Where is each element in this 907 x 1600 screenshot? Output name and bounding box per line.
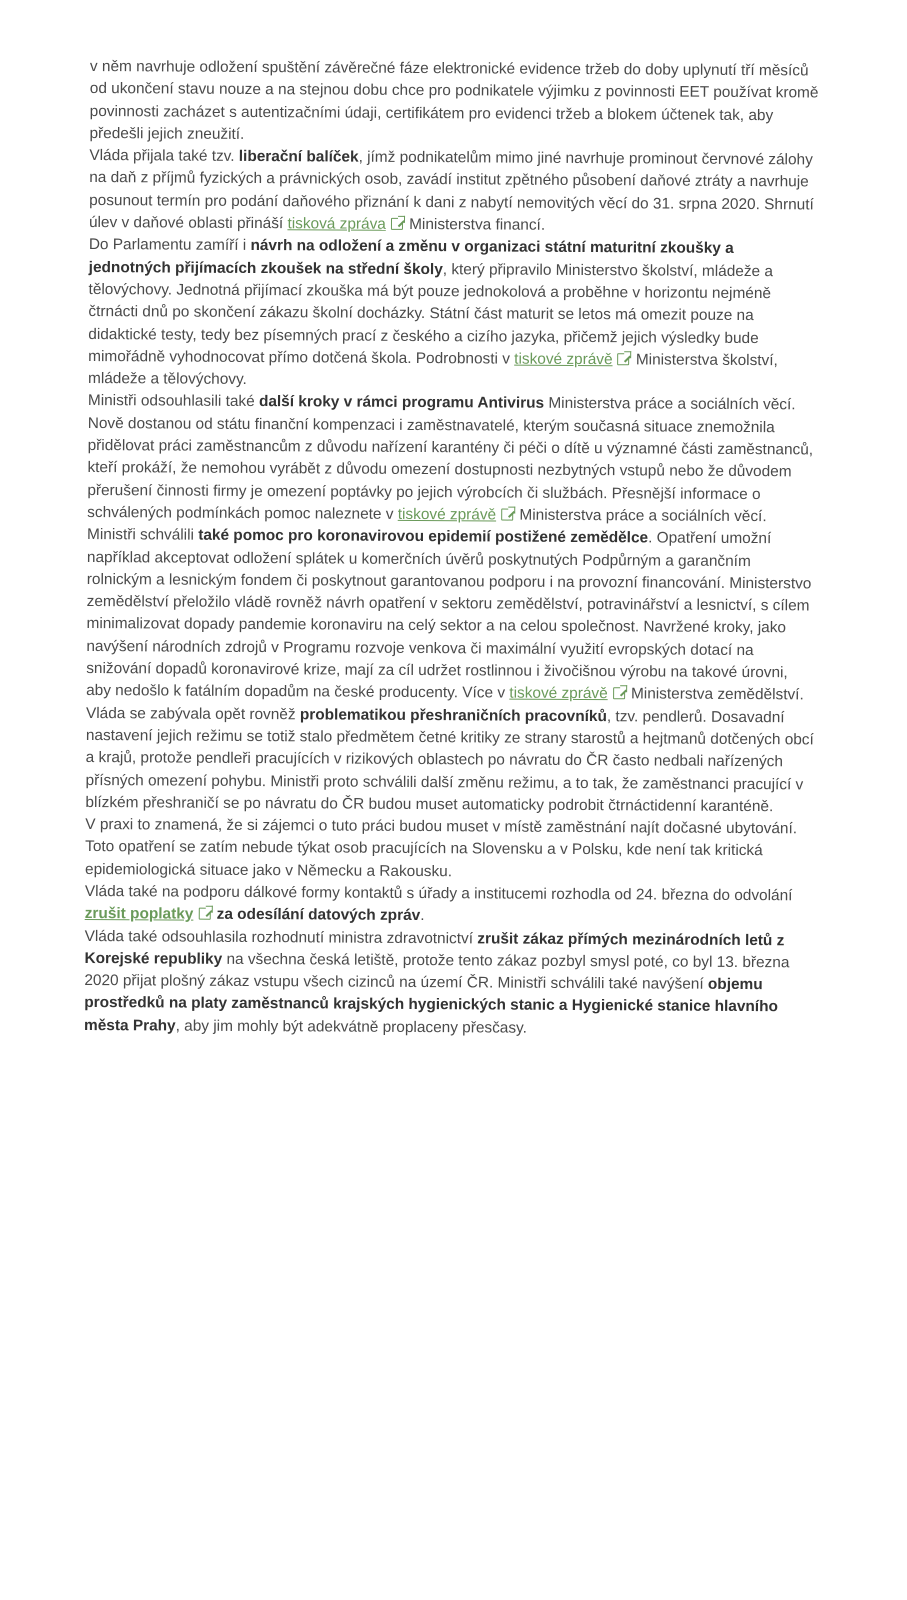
paragraph-farmers	[86, 524, 817, 707]
paragraph-text: Ministerstva školství, mládeže a tělovýchovy.	[87, 351, 778, 389]
paragraph-text: Ministerstva práce a sociálních věcí.	[519, 506, 767, 526]
paragraph-accommodation	[85, 814, 815, 885]
paragraph-text: Vláda také odsouhlasila rozhodnutí ministra zdravotnictví	[84, 927, 478, 947]
paragraph-text: , který připravilo Ministerstvo školství, mládeže a tělovýchovy. Jednotná přijímací zkouška má být pouze jednokolová a proběhne v horizontu nejméně čtrnácti dnů po skončení zákazu školní docházky. Státní část maturit se letos má omezit pouze na didaktické testy, tedy bez písemných prací z českého a cizího jazyka, přičemž jejich výsledky bude mimořádně vyhodnocovat přímo dotčená škola. Podrobnosti v	[88, 260, 773, 368]
paragraph-text: na všechna česká letiště, protože tento zákaz pozbyl smysl poté, co byl 13. března 2020 přijat plošný zákaz vstupu všech cizinců na území ČR. Ministři schválili také navýšení	[84, 950, 790, 993]
press-release-link-education[interactable]: tiskové zprávě	[514, 350, 613, 369]
paragraph-text: Vláda přijala také tzv.	[89, 147, 239, 166]
external-link-icon[interactable]	[391, 218, 403, 230]
paragraph-text: , aby jim mohly být adekvátně proplaceny přesčasy.	[175, 1017, 527, 1037]
press-release-link-finance[interactable]: tisková zpráva	[287, 215, 386, 233]
paragraph-text: Ministerstva zemědělství.	[630, 685, 804, 704]
paragraph-text: Ministerstva financí.	[409, 216, 546, 234]
paragraph-text: Ministerstva práce a sociálních věcí. Nově dostanou od státu finanční kompenzaci i zaměstnavatelé, kterým současná situace znemožnila přidělovat práci zaměstnancům z důvodu nařízení karantény či péči o dítě u významné části zaměstnanců, kteří prokáží, že nemohou vyrábět z důvodu omezení dostupnosti nezbytných vstupů nebo že důvodem přerušení činnosti firmy je omezení poptávky po jejich výrobcích či službách. Přesnější informace o schválených podmínkách pomoc naleznete v	[87, 395, 814, 523]
press-release-link-labour[interactable]: tiskové zprávě	[397, 505, 497, 524]
article-body	[84, 56, 820, 1042]
external-link-icon[interactable]	[613, 688, 625, 700]
paragraph-text: Vláda se zabývala opět rovněž	[85, 704, 300, 723]
paragraph-liberation-package	[89, 145, 820, 239]
bold-phrase: návrh na odložení a změnu v organizaci státní maturitní zkoušky a jednotných přijímacích zkoušek na střední školy	[88, 237, 734, 278]
paragraph-text: Ministři schválili	[87, 526, 199, 544]
paragraph-text: v něm navrhuje odložení spuštění závěrečné fáze elektronické evidence tržeb do doby uplynutí tří měsíců od ukončení stavu nouze a na stejnou dobu chce pro podnikatele výjimku z povinnosti EET používat kromě povinnosti zacházet s autentizačními údaji, certifikátem pro evidenci tržeb a blokem účtenek tak, aby předešli jejich zneužití.	[89, 57, 819, 143]
bold-phrase: další kroky v rámci programu Antivirus	[258, 393, 545, 413]
external-link-icon[interactable]	[501, 508, 513, 520]
bold-phrase: také pomoc pro koronavirovou epidemií postižené zemědělce	[198, 526, 649, 547]
paragraph-text: , jímž podnikatelům mimo jiné navrhuje prominout červnové zálohy na daň z příjmů fyzických a právnických osob, zavádí institut zpětného působení daňové ztráty a navrhuje posunout termín pro podání daňového přiznání k dani z nabytí nemovitých věcí do 31. srpna 2020. Shrnutí úlev v daňové oblasti přináší	[88, 148, 814, 233]
paragraph-text: , tzv. pendlerů. Dosavadní nastavení jejich režimu se totiž stalo předmětem četné kritiky ze strany starostů a hejtmanů dotčených obcí a krajů, protože pendleři pracujících v rizikových oblastech po návratu do ČR často nedbali nařízených přísných omezení pohybu. Ministři proto schválili další změnu režimu, a to tak, že zaměstnanci pracující v blízkém přeshraničí se po návratu do ČR budou muset automaticky podrobit čtrnáctidenní karanténě.	[85, 707, 814, 815]
bold-phrase: problematikou přeshraničních pracovníků	[299, 705, 607, 725]
paragraph-antivirus	[87, 390, 818, 528]
bold-phrase: zrušit zákaz přímých mezinárodních letů z Korejské republiky	[84, 929, 785, 968]
paragraph-text: V praxi to znamená, že si zájemci o tuto práci budou muset v místě zaměstnání najít dočasné ubytování. Toto opatření se zatím nebude týkat osob pracujících na Slovensku a v Polsku, kde není tak kritická epidemiologická situace jako v Německu a Rakousku.	[84, 816, 798, 880]
paragraph-maturita	[88, 234, 819, 395]
bold-phrase: za odesílání datových zpráv	[216, 906, 421, 925]
paragraph-eet	[89, 56, 820, 150]
scan-fade-overlay	[690, 1028, 790, 1098]
bold-phrase: objemu prostředků na platy zaměstnanců krajských hygienických stanic a Hygienické stanice hlavního města Prahy	[84, 975, 778, 1035]
external-link-icon[interactable]	[198, 908, 210, 920]
external-link-icon[interactable]	[618, 353, 630, 365]
paragraph-commuters	[85, 703, 816, 819]
paragraph-text: . Opatření umožní například akceptovat odložení splátek u komerčních úvěrů poskytnutých Podpůrným a garančním rolnickým a lesnickým fondem či poskytnout garantovanou podporu i na provozní financování. Ministerstvo zemědělství přeložilo vládě rovněž návrh opatření v sektoru zemědělství, potravinářství a lesnictví, s cílem minimalizovat dopady pandemie koronaviru na celý sektor a na celou společnost. Navržené kroky, jako navýšení národních zdrojů v Programu rozvoje venkova či maximální využití evropských dotací na snižování dopadů koronavirové krize, mají za cíl udržet rostlinnou i živočišnou výrobu na takové úrovni, aby nedošlo k fatálním dopadům na české producenty. Více v	[86, 529, 812, 702]
paragraph-text: Vláda také na podporu dálkové formy kontaktů s úřady a institucemi rozhodla od 24. března do odvolání	[84, 882, 793, 905]
press-release-link-agriculture[interactable]: tiskové zprávě	[509, 684, 608, 703]
paragraph-text: Ministři odsouhlasili také	[87, 392, 260, 411]
cancel-fees-link[interactable]: zrušit poplatky	[84, 905, 194, 923]
bold-phrase: liberační balíček	[238, 148, 359, 166]
paragraph-text: .	[420, 907, 425, 925]
paragraph-data-boxes	[85, 881, 815, 930]
paragraph-korea-flights	[84, 926, 815, 1042]
paragraph-text: Do Parlamentu zamíří i	[88, 236, 251, 255]
